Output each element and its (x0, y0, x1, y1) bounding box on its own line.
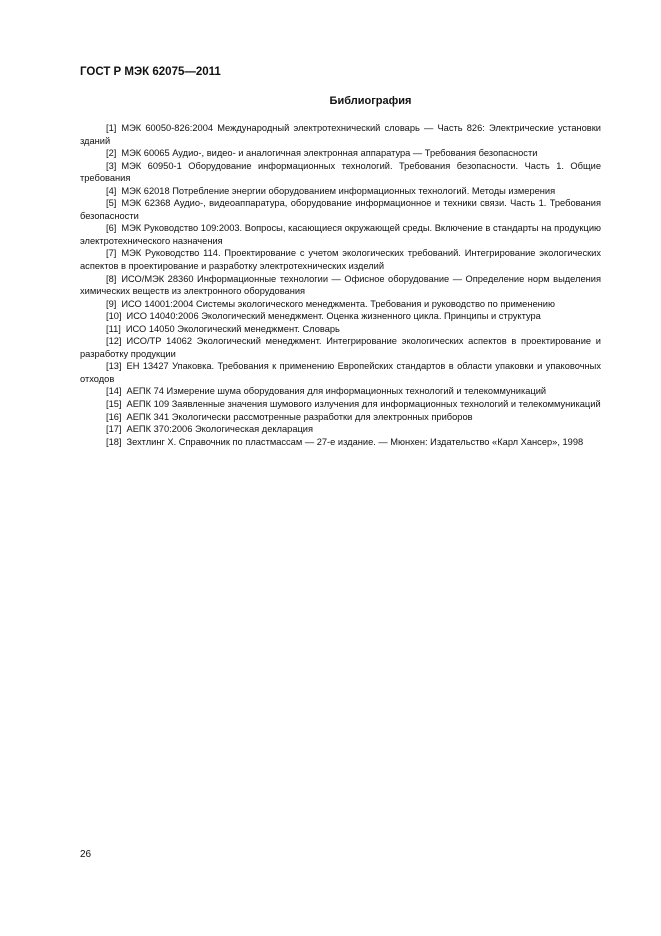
entry-number: [3] (106, 160, 117, 171)
entry-number: [8] (106, 273, 117, 284)
entry-text: МЭК 62368 Аудио-, видеоаппаратура, оборудование информационное и техники связи. Часть 1. Требования безопасности (80, 198, 601, 221)
entry-text: АЕПК 109 Заявленные значения шумового излучения для информационных технологий и телекоммуникаций (126, 399, 601, 410)
page-number: 26 (80, 849, 92, 860)
bibliography-entry (80, 222, 601, 247)
entry-text: АЕПК 370:2006 Экологическая декларация (126, 424, 314, 435)
entry-text: ИСО 14050 Экологический менеджмент. Словарь (125, 323, 340, 334)
bibliography-entry (80, 411, 601, 424)
entry-text: МЭК Руководство 109:2003. Вопросы, касающиеся окружающей среды. Включение в стандарты на продукцию электротехнического назначения (80, 223, 601, 246)
document-header: ГОСТ Р МЭК 62075—2011 (80, 66, 221, 78)
bibliography-entry (80, 185, 601, 198)
entry-number: [4] (106, 185, 117, 196)
entry-number: [9] (106, 298, 117, 309)
entry-text: ИСО 14040:2006 Экологический менеджмент. Оценка жизненного цикла. Принципы и структура (126, 311, 541, 322)
bibliography-entry (80, 298, 601, 311)
entry-number: [7] (106, 248, 117, 259)
entry-number: [18] (106, 436, 122, 447)
entry-text: ИСО/МЭК 28360 Информационные технологии — Офисное оборудование — Определение норм выделения химических веществ из электронного оборудования (80, 273, 601, 297)
entry-text: МЭК 60950-1 Оборудование информационных технологий. Требования безопасности. Часть 1. Общие требования (80, 160, 601, 184)
entry-text: ЕН 13427 Упаковка. Требования к применению Европейских стандартов в области упаковки и упаковочных отходов (80, 361, 601, 384)
bibliography-entry (80, 398, 601, 411)
entry-number: [10] (106, 311, 122, 322)
entry-number: [1] (106, 123, 117, 133)
bibliography-entry (80, 360, 601, 385)
entry-text: МЭК 62018 Потребление энергии оборудованием информационных технологий. Методы измерения (121, 185, 556, 196)
entry-number: [15] (106, 399, 122, 410)
bibliography-entry (80, 323, 601, 336)
bibliography-entry (80, 160, 601, 185)
entry-text: Зехтлинг Х. Справочник по пластмассам — 27-е издание. — Мюнхен: Издательство «Карл Хансер», 1998 (126, 436, 584, 447)
bibliography-entry (80, 122, 601, 147)
bibliography-entry (80, 247, 601, 272)
bibliography-entry (80, 197, 601, 222)
entry-number: [11] (106, 323, 121, 334)
bibliography-entry (80, 310, 601, 323)
entry-number: [6] (106, 223, 117, 234)
entry-text: АЕПК 74 Измерение шума оборудования для информационных технологий и телекоммуникаций (126, 386, 547, 397)
entry-number: [2] (106, 148, 117, 159)
bibliography-entry (80, 335, 601, 360)
bibliography-list (80, 122, 601, 448)
entry-number: [17] (106, 424, 122, 435)
bibliography-entry (80, 273, 601, 298)
entry-number: [14] (106, 386, 122, 397)
bibliography-entry (80, 385, 601, 398)
bibliography-entry (80, 423, 601, 436)
bibliography-entry (80, 147, 601, 160)
entry-text: МЭК 60050-826:2004 Международный электротехнический словарь — Часть 826: Электрические установки зданий (80, 123, 601, 146)
entry-number: [13] (106, 361, 122, 372)
entry-text: АЕПК 341 Экологически рассмотренные разработки для электронных приборов (126, 411, 473, 422)
entry-number: [12] (106, 336, 122, 347)
entry-number: [16] (106, 411, 122, 422)
entry-text: ИСО 14001:2004 Системы экологического менеджмента. Требования и руководство по применению (121, 298, 555, 309)
section-title: Библиография (329, 95, 412, 107)
bibliography-entry (80, 436, 601, 449)
entry-text: МЭК Руководство 114. Проектирование с учетом экологических требований. Интегрирование экологических аспектов в проектирование и разработку электротехнических изделий (80, 248, 601, 272)
entry-number: [5] (106, 198, 117, 209)
entry-text: МЭК 60065 Аудио-, видео- и аналогичная электронная аппаратура — Требования безопасности (121, 148, 538, 159)
entry-text: ИСО/ТР 14062 Экологический менеджмент. Интегрирование экологических аспектов в проектирование и разработку продукции (80, 336, 601, 359)
